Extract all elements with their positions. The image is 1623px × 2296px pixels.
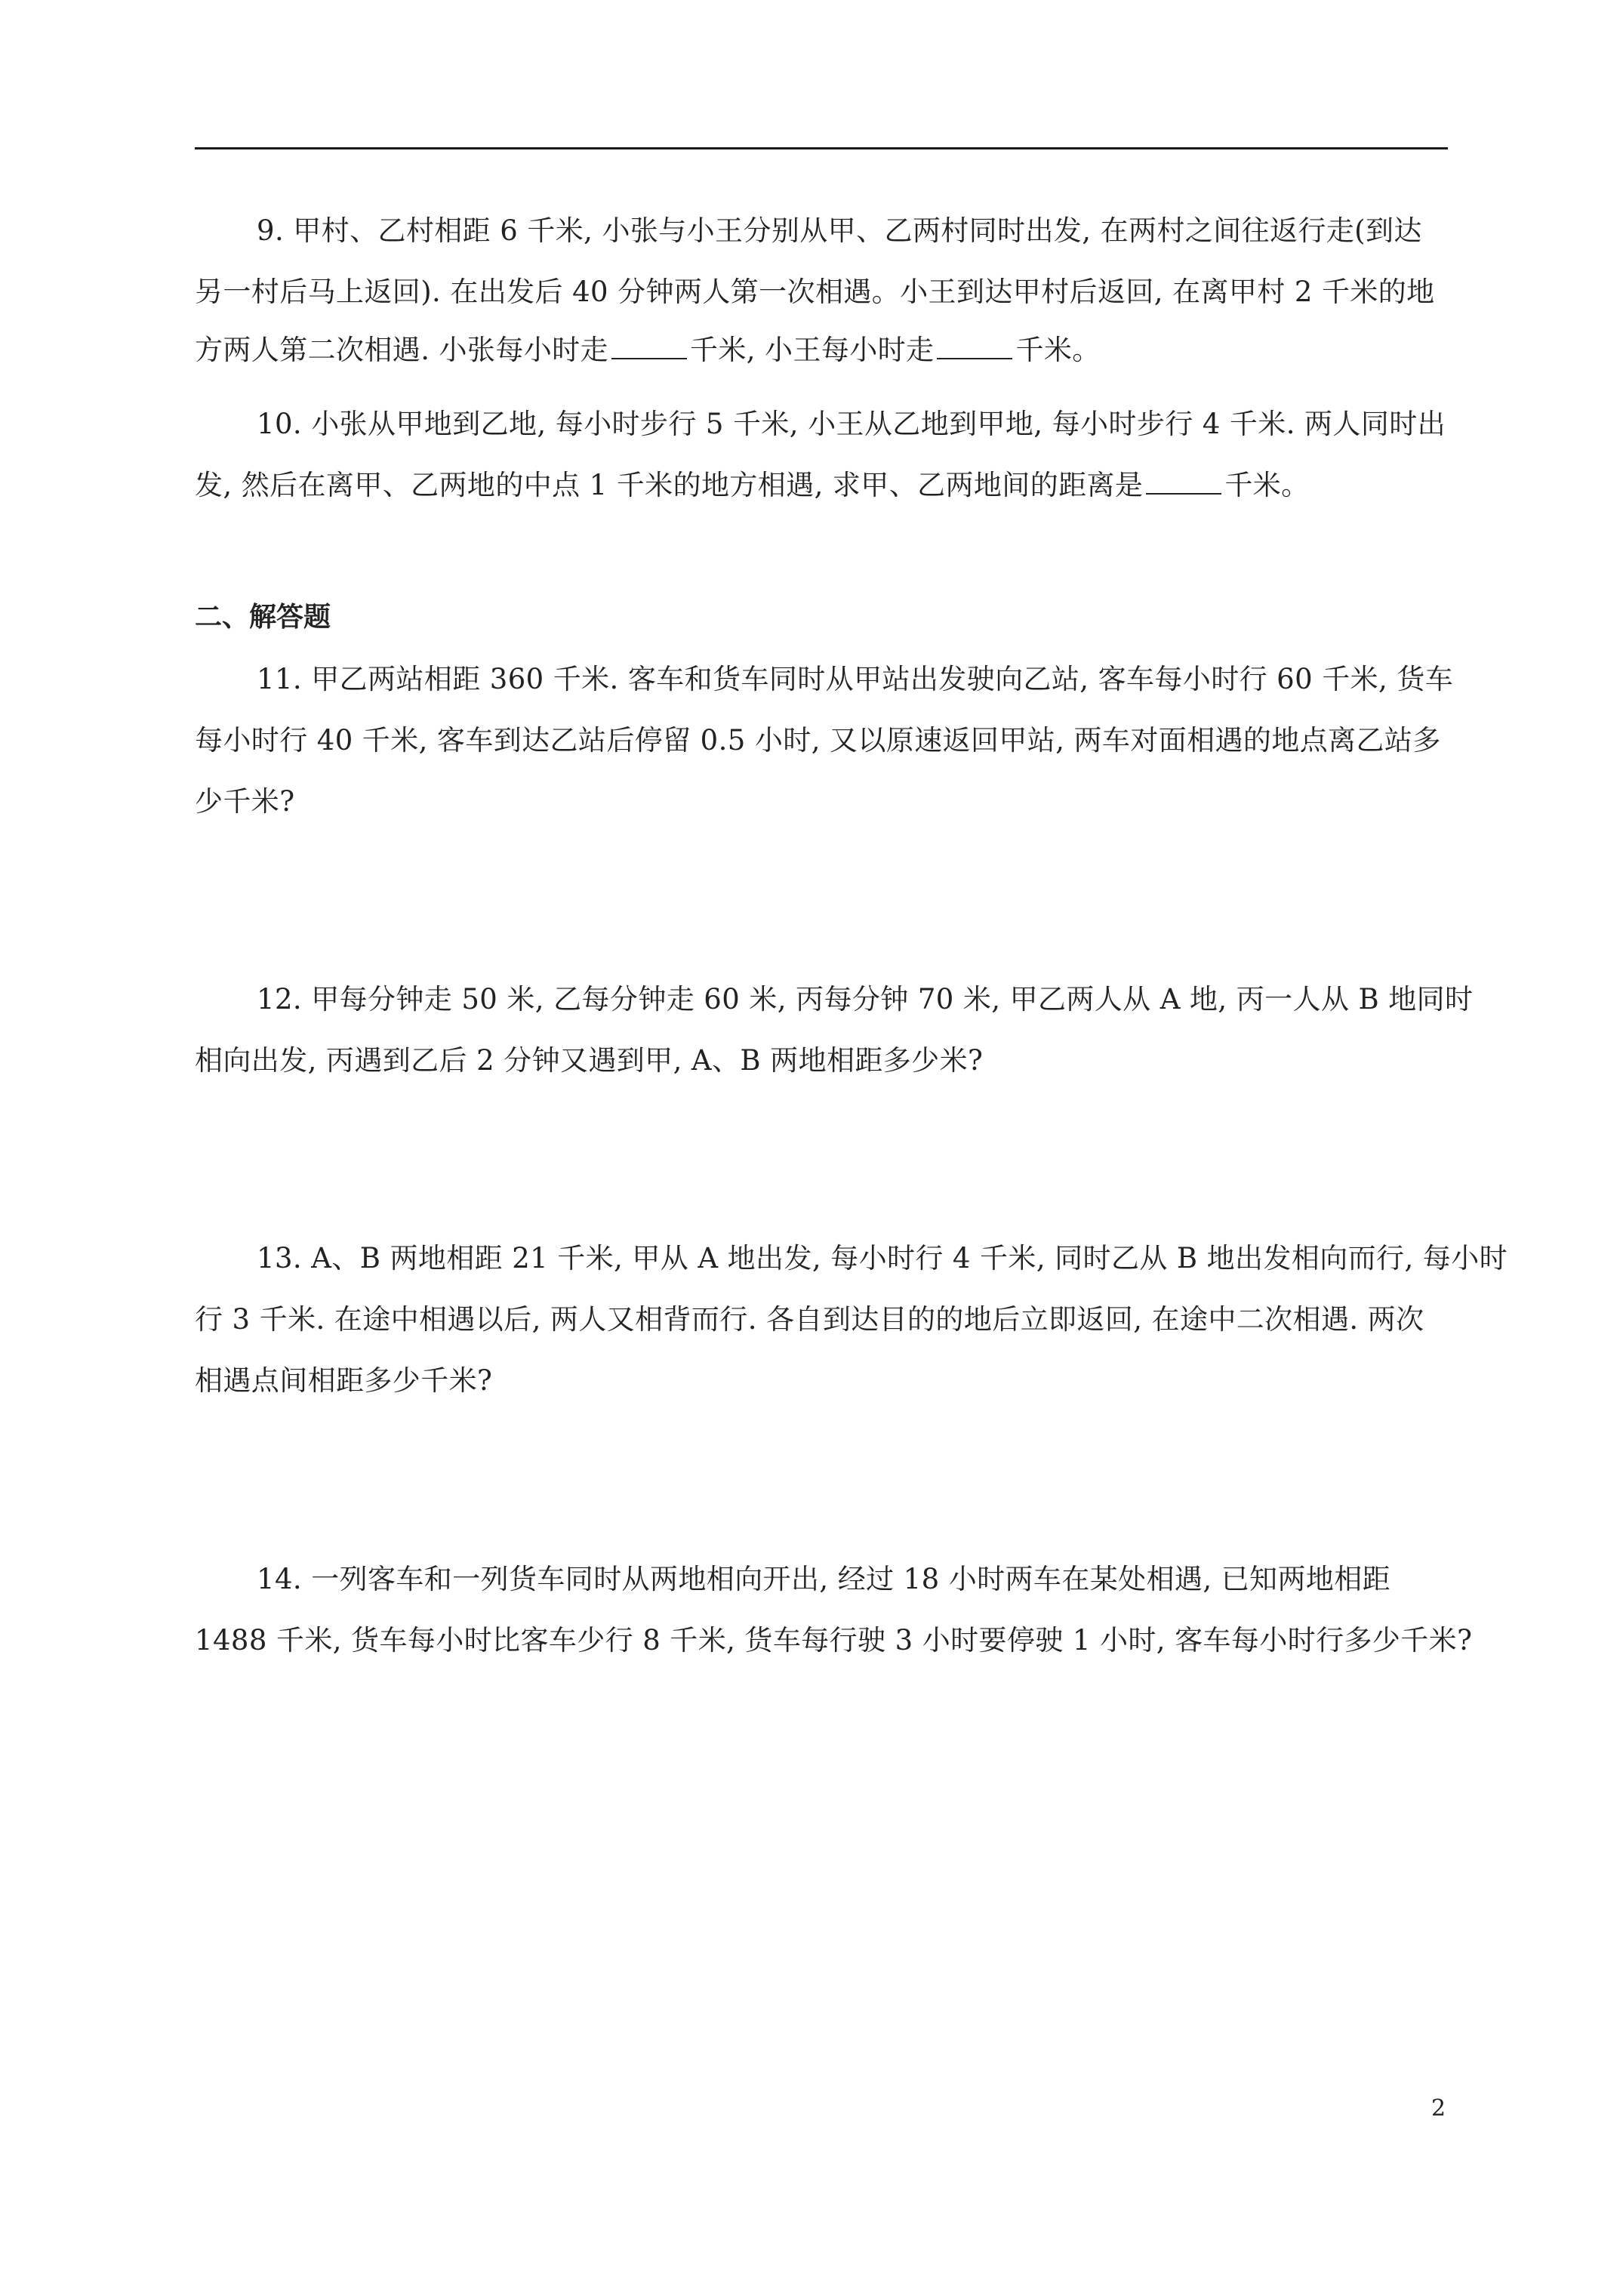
q13-line-3: 相遇点间相距多少千米?: [195, 1364, 493, 1397]
header-rule: [195, 147, 1448, 149]
q9-line-3: [195, 328, 1101, 373]
q12-line-1: 12. 甲每分钟走 50 米, 乙每分钟走 60 米, 丙每分钟 70 米, 甲乙两人从 A 地, 丙一人从 B 地同时: [257, 983, 1474, 1015]
q9-line-1: 9. 甲村、乙村相距 6 千米, 小张与小王分别从甲、乙两村同时出发, 在两村之间往返行走(到达: [257, 214, 1422, 247]
q12-line-2: 相向出发, 丙遇到乙后 2 分钟又遇到甲, A、B 两地相距多少米?: [195, 1044, 984, 1077]
q10-text-b: 千米。: [1224, 469, 1310, 501]
q9-answer-blank-2[interactable]: [937, 335, 1012, 359]
q11-line-2: 每小时行 40 千米, 客车到达乙站后停留 0.5 小时, 又以原速返回甲站, 两车对面相遇的地点离乙站多: [195, 724, 1441, 757]
q10-line-2: [195, 463, 1310, 508]
q13-line-2: 行 3 千米. 在途中相遇以后, 两人又相背而行. 各自到达目的的地后立即返回, 在途中二次相遇. 两次: [195, 1303, 1424, 1336]
q13-line-1: 13. A、B 两地相距 21 千米, 甲从 A 地出发, 每小时行 4 千米, 同时乙从 B 地出发相向而行, 每小时: [257, 1242, 1508, 1274]
q11-line-1: 11. 甲乙两站相距 360 千米. 客车和货车同时从甲站出发驶向乙站, 客车每小时行 60 千米, 货车: [257, 663, 1454, 695]
q10-line-1: 10. 小张从甲地到乙地, 每小时步行 5 千米, 小王从乙地到甲地, 每小时步行 4 千米. 两人同时出: [257, 408, 1446, 440]
section-heading: 二、解答题: [195, 602, 331, 633]
q14-line-1: 14. 一列客车和一列货车同时从两地相向开出, 经过 18 小时两车在某处相遇, 已知两地相距: [257, 1563, 1391, 1595]
q9-answer-blank-1[interactable]: [611, 335, 687, 359]
q14-line-2: 1488 千米, 货车每小时比客车少行 8 千米, 货车每行驶 3 小时要停驶 1 小时, 客车每小时行多少千米?: [195, 1624, 1473, 1657]
page-number: 2: [1431, 2095, 1446, 2122]
q9-text-a: 方两人第二次相遇. 小张每小时走: [195, 334, 608, 366]
q9-text-c: 千米。: [1015, 334, 1101, 366]
q9-text-b: 千米, 小王每小时走: [689, 334, 935, 366]
q11-line-3: 少千米?: [195, 785, 295, 818]
q9-line-2: 另一村后马上返回). 在出发后 40 分钟两人第一次相遇。小王到达甲村后返回, 在离甲村 2 千米的地: [195, 276, 1435, 308]
q10-text-a: 发, 然后在离甲、乙两地的中点 1 千米的地方相遇, 求甲、乙两地间的距离是: [195, 469, 1144, 501]
q10-answer-blank[interactable]: [1146, 470, 1221, 495]
